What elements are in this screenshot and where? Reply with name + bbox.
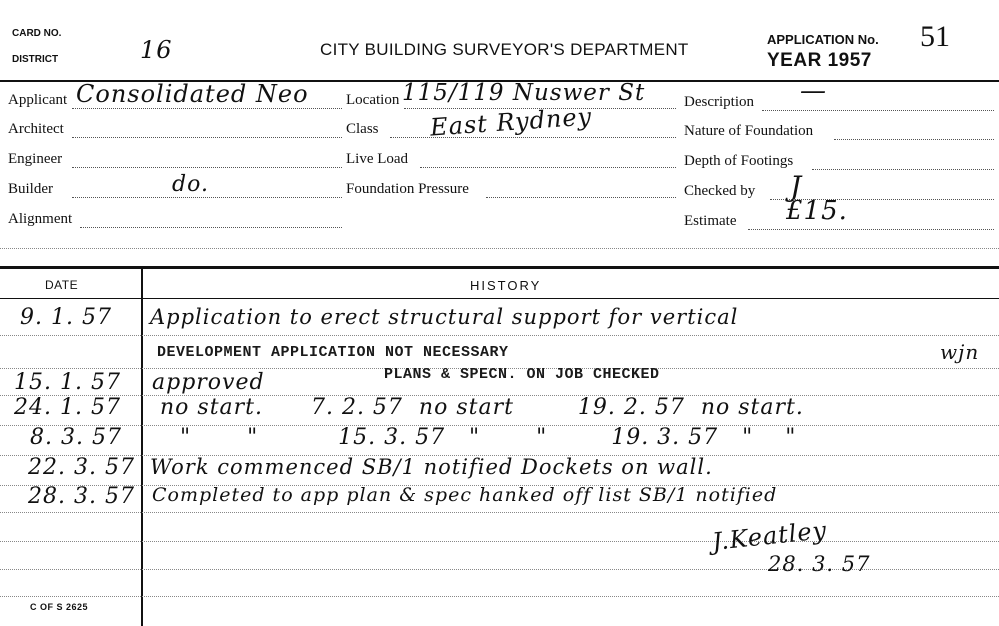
row-date: 8. 3. 57 [30,425,122,450]
row-history: Work commenced SB/1 notified Dockets on wall. [150,455,713,479]
row-history: Completed to app plan & spec hanked off list SB/1 notified [152,484,778,506]
foundation-pressure-label: Foundation Pressure [346,181,469,197]
alignment-label: Alignment [8,211,73,227]
initials: wjn [940,340,980,364]
row-history: Application to erect structural support for vertical [150,305,739,329]
checked-by-value: J [790,170,803,203]
checked-by-label: Checked by [684,183,756,199]
signature: J.Keatley [710,516,829,556]
location-label: Location [346,92,400,108]
development-stamp: DEVELOPMENT APPLICATION NOT NECESSARY [157,344,509,361]
engineer-label: Engineer [8,151,63,167]
application-no: 51 [920,20,950,53]
builder-label: Builder [8,181,53,197]
table-top-rule [0,266,999,269]
estimate-label: Estimate [684,213,737,229]
row-date: 15. 1. 57 [14,370,121,395]
plans-checked-stamp: PLANS & SPECN. ON JOB CHECKED [384,366,660,383]
form-code: C OF S 2625 [30,602,89,612]
location-value: 115/119 Nuswer St [402,80,646,106]
district-value: 16 [140,36,173,64]
row-date: 22. 3. 57 [28,455,135,480]
row-date: 9. 1. 57 [20,305,112,330]
date-header: DATE [45,278,79,292]
builder-value: do. [172,172,209,197]
department-title: CITY BUILDING SURVEYOR'S DEPARTMENT [320,40,689,59]
live-load-label: Live Load [346,151,409,167]
card-no-label: CARD NO. [12,28,62,39]
nature-of-foundation-label: Nature of Foundation [684,123,814,139]
signature-date: 28. 3. 57 [768,552,871,576]
date-column-divider [141,268,143,626]
row-history: " " 15. 3. 57 " " 19. 3. 57 " " [180,425,797,450]
applicant-value: Consolidated Neo [76,80,309,108]
row-history: no start. 7. 2. 57 no start 19. 2. 57 no start. [160,395,804,420]
applicant-label: Applicant [8,92,68,108]
class-value: East Rydney [429,102,593,142]
year: YEAR 1957 [767,50,872,71]
district-label: DISTRICT [12,54,59,65]
application-no-label: APPLICATION No. [767,32,879,47]
row-date: 28. 3. 57 [28,484,135,509]
architect-label: Architect [8,121,64,137]
class-label: Class [346,121,379,137]
row-date: 24. 1. 57 [14,395,121,420]
description-label: Description [684,94,754,110]
history-header: HISTORY [470,278,542,293]
row-history: approved [152,370,265,395]
depth-of-footings-label: Depth of Footings [684,153,794,169]
description-value: — [800,76,827,106]
estimate-value: £15. [786,196,848,226]
